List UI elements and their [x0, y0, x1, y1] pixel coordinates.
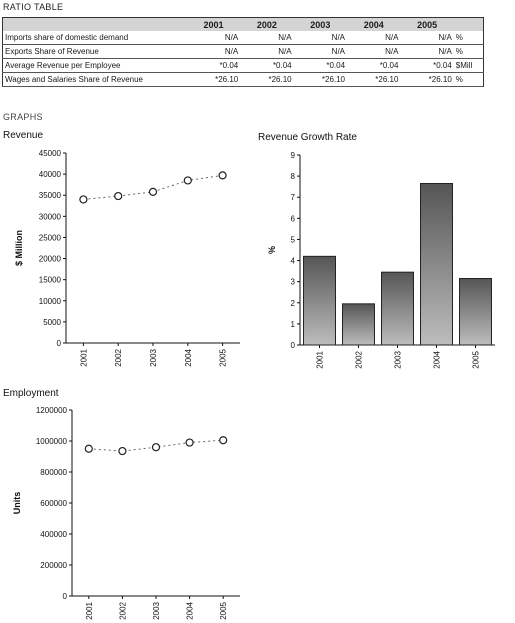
table-cell: N/A: [400, 31, 453, 45]
year-header: 2001: [187, 18, 240, 32]
x-tick-label: 2004: [183, 349, 193, 367]
metric-header: [3, 18, 187, 32]
y-tick-label: 40000: [38, 170, 61, 180]
y-tick-label: 1000000: [35, 437, 67, 446]
data-point: [150, 188, 157, 195]
table-cell: *0.04: [187, 59, 240, 73]
y-tick-label: 8: [290, 172, 295, 182]
growth-chart-title: Revenue Growth Rate: [258, 132, 357, 143]
table-cell: N/A: [347, 45, 400, 59]
x-tick-label: 2005: [471, 351, 481, 369]
ratio-table-title: RATIO TABLE: [3, 2, 64, 12]
x-tick-label: 2004: [185, 602, 195, 620]
table-row: [3, 59, 484, 73]
revenue-chart-title: Revenue: [3, 130, 44, 141]
y-tick-label: 45000: [38, 149, 61, 158]
data-point: [220, 437, 227, 444]
metric-label: Imports share of domestic demand: [3, 31, 187, 45]
x-tick-label: 2003: [393, 351, 403, 369]
bar: [460, 279, 492, 346]
y-tick-label: 3: [290, 277, 295, 287]
y-tick-label: 25000: [38, 233, 61, 243]
y-axis-label: %: [267, 245, 277, 255]
y-tick-label: 200000: [40, 561, 67, 570]
unit-cell: %: [454, 73, 484, 87]
y-tick-label: 6: [290, 214, 295, 224]
table-row: [3, 45, 484, 59]
bar: [382, 272, 414, 345]
y-tick-label: 400000: [40, 530, 67, 539]
x-tick-label: 2004: [432, 351, 442, 369]
data-point: [85, 445, 92, 452]
data-point: [219, 172, 226, 179]
table-cell: N/A: [347, 31, 400, 45]
employment-chart-title: Employment: [3, 388, 59, 399]
employment-chart: [0, 398, 250, 622]
year-header: 2004: [347, 18, 400, 32]
data-point: [119, 448, 126, 455]
table-cell: N/A: [240, 45, 293, 59]
data-point: [115, 193, 122, 200]
table-cell: *26.10: [187, 73, 240, 87]
year-header: 2003: [294, 18, 347, 32]
y-tick-label: 5: [290, 235, 295, 245]
x-tick-label: 2003: [152, 602, 161, 620]
table-cell: N/A: [294, 31, 347, 45]
y-tick-label: 30000: [38, 212, 61, 222]
y-tick-label: 800000: [40, 468, 67, 477]
y-tick-label: 4: [290, 256, 295, 266]
x-tick-label: 2002: [114, 349, 124, 367]
x-tick-label: 2005: [218, 349, 228, 367]
y-tick-label: 15000: [38, 275, 61, 285]
y-tick-label: 1200000: [35, 406, 67, 415]
unit-cell: $Mill: [454, 59, 484, 73]
y-tick-label: 7: [290, 193, 295, 203]
y-tick-label: 0: [290, 341, 295, 350]
unit-cell: %: [454, 45, 484, 59]
table-cell: N/A: [294, 45, 347, 59]
table-cell: *26.10: [400, 73, 453, 87]
y-tick-label: 0: [62, 592, 67, 601]
x-tick-label: 2002: [118, 602, 128, 620]
table-cell: *26.10: [294, 73, 347, 87]
table-cell: *26.10: [347, 73, 400, 87]
table-cell: N/A: [240, 31, 293, 45]
year-header: 2002: [240, 18, 293, 32]
table-row: [3, 31, 484, 45]
x-tick-label: 2005: [219, 602, 229, 620]
data-point: [184, 177, 191, 184]
y-tick-label: 2: [290, 298, 295, 308]
x-tick-label: 2002: [354, 351, 364, 369]
y-axis-label: Units: [12, 491, 22, 515]
table-cell: N/A: [187, 45, 240, 59]
metric-label: Average Revenue per Employee: [3, 59, 187, 73]
graphs-title: GRAPHS: [3, 112, 43, 122]
unit-header: [454, 18, 484, 32]
data-point: [153, 444, 160, 451]
table-cell: *0.04: [400, 59, 453, 73]
table-cell: N/A: [187, 31, 240, 45]
table-cell: *26.10: [240, 73, 293, 87]
table-cell: *0.04: [347, 59, 400, 73]
y-axis-label: $ Million: [14, 230, 24, 266]
revenue-growth-chart: [255, 140, 510, 380]
bar: [421, 184, 453, 346]
table-row: [3, 73, 484, 87]
unit-cell: %: [454, 31, 484, 45]
y-tick-label: 1: [290, 319, 295, 329]
data-point: [80, 196, 87, 203]
metric-label: Wages and Salaries Share of Revenue: [3, 73, 187, 87]
y-tick-label: 0: [56, 339, 61, 348]
y-tick-label: 35000: [38, 191, 61, 201]
table-cell: N/A: [400, 45, 453, 59]
x-tick-label: 2003: [149, 349, 158, 367]
y-tick-label: 9: [290, 151, 295, 160]
x-tick-label: 2001: [84, 602, 94, 620]
table-cell: *0.04: [294, 59, 347, 73]
x-tick-label: 2001: [315, 351, 325, 369]
y-tick-label: 20000: [38, 254, 61, 264]
y-tick-label: 10000: [38, 296, 61, 306]
bar: [304, 256, 336, 345]
metric-label: Exports Share of Revenue: [3, 45, 187, 59]
revenue-chart: [0, 140, 250, 380]
table-cell: *0.04: [240, 59, 293, 73]
x-tick-label: 2001: [79, 349, 89, 367]
data-point: [186, 439, 193, 446]
bar: [343, 304, 375, 345]
ratio-table-header-row: [3, 18, 484, 32]
year-header: 2005: [400, 18, 453, 32]
ratio-table: [2, 17, 484, 87]
y-tick-label: 5000: [43, 317, 61, 327]
y-tick-label: 600000: [40, 499, 67, 508]
